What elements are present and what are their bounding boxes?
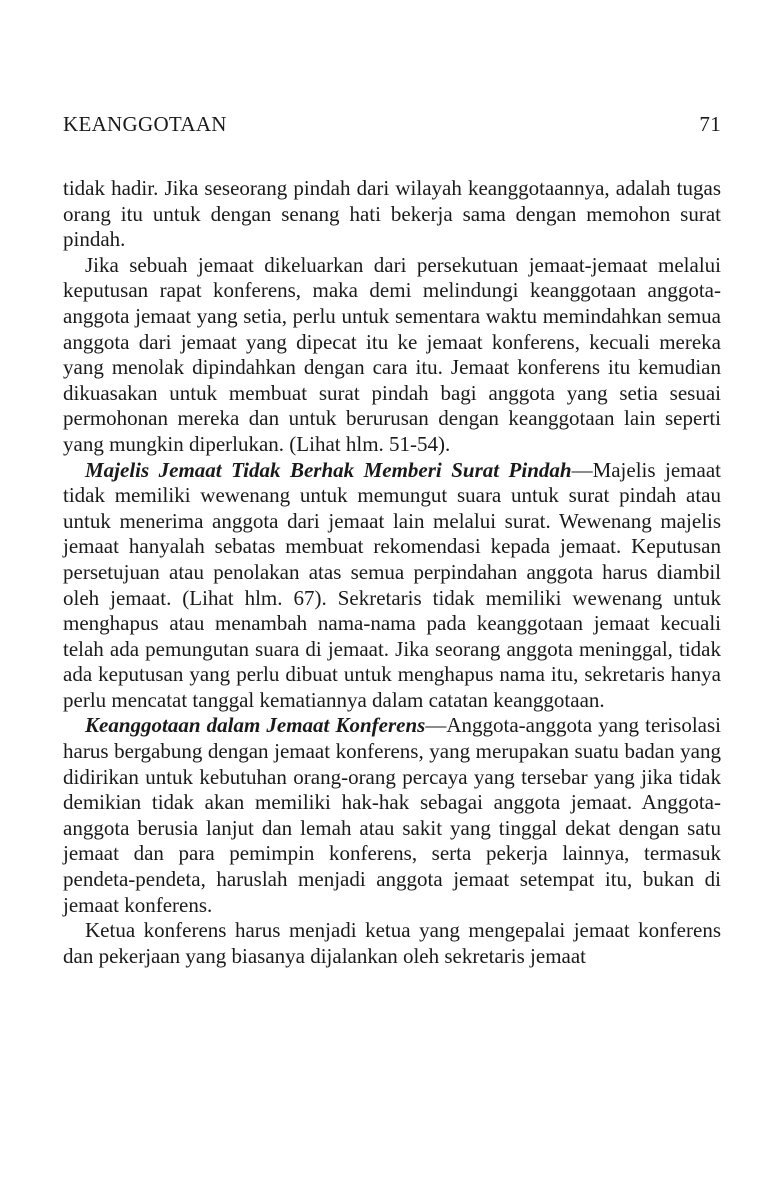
section-board-transfer <box>63 458 721 714</box>
section-heading: Majelis Jemaat Tidak Berhak Memberi Surat Pindah <box>85 457 572 482</box>
book-page <box>63 112 721 969</box>
section-heading: Keanggotaan dalam Jemaat Konferens <box>85 713 426 738</box>
section-body: —Anggota-anggota yang terisolasi harus bergabung dengan jemaat konferens, yang merupakan suatu badan yang didirikan untuk kebutuhan orang-orang percaya yang tersebar yang jika tidak demikian tidak akan memiliki hak-hak sebagai anggota jemaat. Anggota-anggota berusia lanjut dan lemah atau sakit yang tinggal dekat dengan satu jemaat dan para pemimpin konferens, serta pekerja lainnya, termasuk pendeta-pendeta, haruslah menjadi anggota jemaat setempat itu, bukan di jemaat konferens. <box>63 713 721 917</box>
page-number: 71 <box>699 112 721 136</box>
body-text <box>63 176 721 969</box>
section-body: —Majelis jemaat tidak memiliki wewenang untuk memungut suara untuk surat pindah atau untuk menerima anggota dari jemaat lain melalui surat. Wewenang majelis jemaat hanyalah sebatas membuat rekomendasi kepada jemaat. Keputusan persetujuan atau penolakan atas semua perpindahan anggota harus diambil oleh jemaat. (Lihat hlm. 67). Sekretaris tidak memiliki wewenang untuk menghapus atau menambah nama-nama pada keanggotaan jemaat kecuali telah ada pemungutan suara di jemaat. Jika seorang anggota meninggal, tidak ada keputusan yang perlu dibuat untuk menghapus nama itu, sekretaris hanya perlu mencatat tanggal kematiannya dalam catatan keanggotaan. <box>63 457 721 712</box>
section-conference-church <box>63 713 721 918</box>
paragraph-continuation: tidak hadir. Jika seseorang pindah dari wilayah keanggotaannya, adalah tugas orang itu untuk dengan senang hati bekerja sama dengan memohon surat pindah. <box>63 176 721 252</box>
paragraph-dismissed-church: Jika sebuah jemaat dikeluarkan dari persekutuan jemaat-jemaat melalui keputusan rapat konferens, maka demi melindungi keanggotaan anggota-anggota jemaat yang setia, perlu untuk sementara waktu memindahkan semua anggota dari jemaat yang dipecat itu ke jemaat konferens, kecuali mereka yang menolak dipindahkan dengan cara itu. Jemaat konferens itu kemudian dikuasakan untuk membuat surat pindah bagi anggota yang setia sesuai permohonan mereka dan untuk berurusan dengan keanggotaan lain seperti yang mungkin diperlukan. (Lihat hlm. 51-54). <box>63 252 721 456</box>
running-head <box>63 112 721 152</box>
chapter-title: KEANGGOTAAN <box>63 112 227 136</box>
paragraph-conference-president: Ketua konferens harus menjadi ketua yang mengepalai jemaat konferens dan pekerjaan yang biasanya dijalankan oleh sekretaris jemaat <box>63 918 721 968</box>
